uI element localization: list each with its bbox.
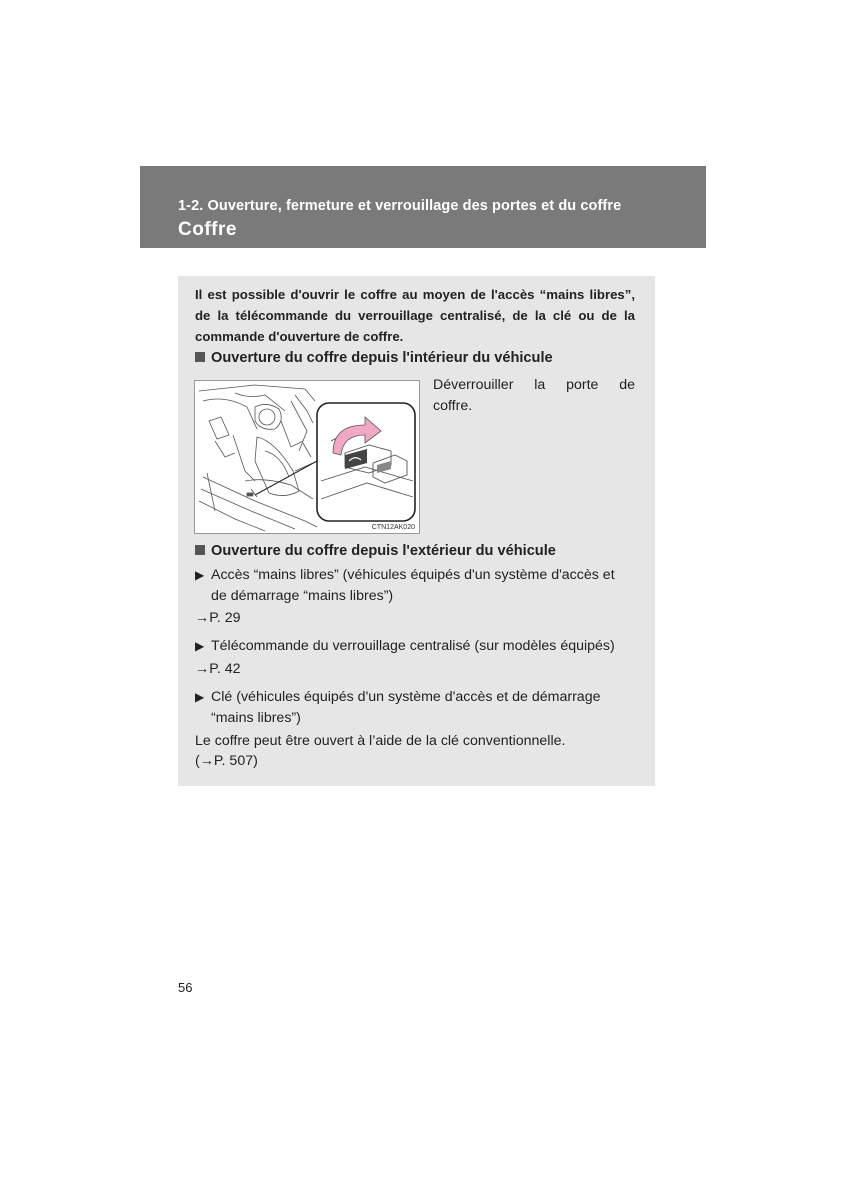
inside-heading: Ouverture du coffre depuis l'intérieur du véhicule: [195, 350, 553, 366]
triangle-bullet-icon: ▶: [195, 639, 205, 653]
illustration-code: CTN12AK020: [371, 524, 415, 531]
list-item-smart-entry: ▶ Accès “mains libres” (véhicules équipés d'un système d'accès et de démarrage “mains libres”): [195, 567, 615, 604]
page-reference: →P. 42: [195, 661, 241, 677]
key-note-line1: Le coffre peut être ouvert à l’aide de la clé conventionnelle.: [195, 733, 566, 749]
chapter-header: [140, 166, 706, 248]
square-bullet-icon: [195, 545, 205, 555]
outside-heading: Ouverture du coffre depuis l'extérieur du véhicule: [195, 543, 556, 559]
triangle-bullet-icon: ▶: [195, 690, 205, 704]
car-interior-drawing: [195, 381, 419, 533]
content-panel: [178, 276, 655, 786]
square-bullet-icon: [195, 352, 205, 362]
instruction-line1: Déverrouiller la porte de: [433, 377, 635, 393]
page-title: Coffre: [178, 219, 237, 240]
section-title: 1-2. Ouverture, fermeture et verrouillage des portes et du coffre: [178, 198, 622, 214]
list-item-remote: ▶ Télécommande du verrouillage centralisé (sur modèles équipés): [195, 636, 635, 657]
intro-paragraph: Il est possible d'ouvrir le coffre au moyen de l'accès “mains libres”, de la télécommande du verrouillage centralisé, de la clé ou de la commande d'ouverture de coffre.: [195, 287, 635, 344]
triangle-bullet-icon: ▶: [195, 568, 205, 582]
trunk-opener-illustration: [194, 380, 420, 534]
page-number: 56: [178, 980, 193, 995]
instruction-line2: coffre.: [433, 398, 473, 414]
key-note-line2: (→P. 507): [195, 753, 258, 769]
list-item-key: ▶ Clé (véhicules équipés d'un système d'accès et de démarrage “mains libres”): [195, 689, 601, 726]
page-reference: →P. 29: [195, 610, 241, 626]
